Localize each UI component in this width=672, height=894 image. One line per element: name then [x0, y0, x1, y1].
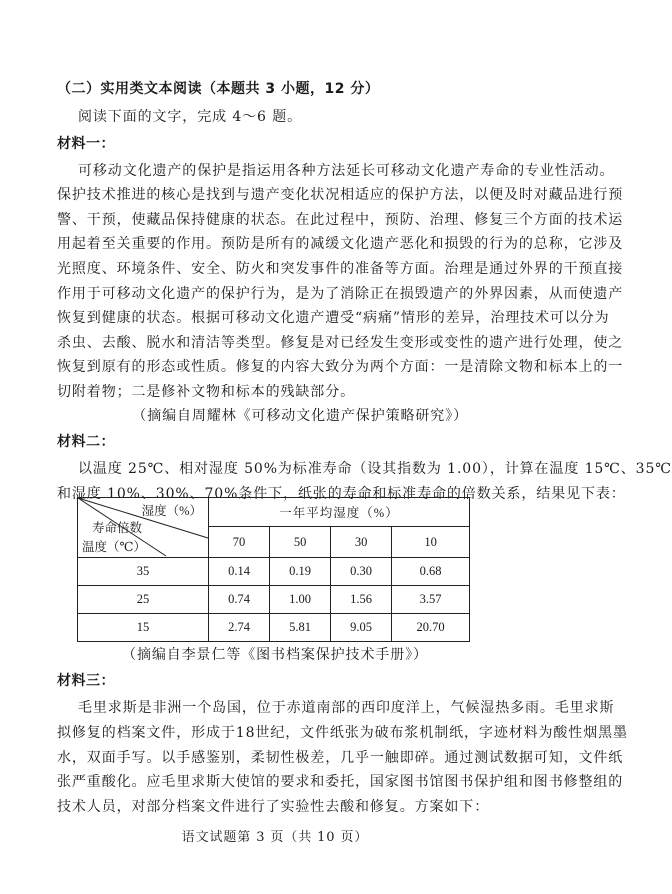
material1-line: 恢复到健康的状态。根据可移动文化遗产遭受“病痛”情形的差异，治理技术可以分为: [57, 310, 610, 326]
material2-line: 以温度 25℃、相对湿度 50%为标准寿命（设其指数为 1.00），计算在温度 15℃、35℃: [78, 461, 672, 477]
table-cell: 0.68: [392, 558, 470, 586]
row-temperature: 15: [78, 614, 209, 642]
column-header: 50: [270, 527, 331, 558]
page-footer: 语文试题第 3 页（共 10 页）: [181, 830, 369, 845]
row-temperature: 35: [78, 558, 209, 586]
material1-line: 保护技术推进的核心是找到与遗产变化状况相适应的保护方法，以便及时对藏品进行预: [57, 187, 624, 203]
table-diagonal-header: [78, 498, 209, 558]
material3-line: 技术人员，对部分档案文件进行了实验性去酸和修复。方案如下：: [57, 799, 490, 815]
material1-line: 可移动文化遗产的保护是指运用各种方法延长可移动文化遗产寿命的专业性活动。: [78, 163, 615, 179]
table-cell: 1.56: [331, 586, 392, 614]
table-cell: 2.74: [209, 614, 270, 642]
material1-line: 恢复到原有的形态或性质。修复的内容大致分为两个方面：一是清除文物和标本上的一: [57, 359, 624, 375]
table-cell: 0.19: [270, 558, 331, 586]
column-header: 10: [392, 527, 470, 558]
material1-line: 作用于可移动文化遗产的保护行为，是为了消除正在损毁遗产的外界因素，从而使遗产: [57, 286, 624, 302]
table-cell: 20.70: [392, 614, 470, 642]
table-cell: 0.30: [331, 558, 392, 586]
section-heading: （二）实用类文本阅读（本题共 3 小题，12 分）: [57, 81, 380, 97]
table-row: [78, 586, 470, 614]
table-row: [78, 614, 470, 642]
material1-line: 警、干预，使藏品保持健康的状态。在此过程中，预防、治理、修复三个方面的技术运: [57, 212, 624, 228]
material1-line: 切附着物；二是修补文物和标本的残缺部分。: [57, 384, 355, 400]
material3-line: 毛里求斯是非洲一个岛国，位于赤道南部的西印度洋上，气候湿热多雨。毛里求斯: [78, 700, 615, 716]
material3-line: 水，双面手写。以手感鉴别，柔韧性极差，几乎一触即碎。通过测试数据可知，文件纸: [57, 750, 624, 766]
material1-title: 材料一：: [57, 136, 115, 152]
humidity-group-header: 一年平均湿度（%）: [209, 498, 470, 527]
table-cell: 0.14: [209, 558, 270, 586]
table-row: [78, 558, 470, 586]
column-header: 70: [209, 527, 270, 558]
table-cell: 9.05: [331, 614, 392, 642]
material2-title: 材料二：: [57, 434, 115, 450]
material2-citation: （摘编自李景仁等《图书档案保护技术手册》）: [122, 647, 428, 663]
table-cell: 3.57: [392, 586, 470, 614]
diag-temperature-label: 温度（℃）: [82, 540, 146, 554]
material3-line: 张严重酸化。应毛里求斯大使馆的要求和委托，国家图书馆图书保护组和图书修整组的: [57, 774, 624, 790]
material1-line: 杀虫、去酸、脱水和清洁等类型。修复是对已经发生变形或变性的遗产进行处理，使之: [57, 335, 624, 351]
instruction-text: 阅读下面的文字，完成 4～6 题。: [78, 109, 303, 125]
paper-lifespan-table: [77, 497, 470, 642]
material3-line: 拟修复的档案文件，形成于18世纪，文件纸张为破布浆机制纸，字迹材料为酸性烟黑墨: [57, 725, 628, 741]
material1-citation: （摘编自周耀林《可移动文化遗产保护策略研究》）: [132, 408, 468, 424]
table-cell: 0.74: [209, 586, 270, 614]
diag-humidity-label: 湿度（%）: [141, 504, 202, 518]
column-header: 30: [331, 527, 392, 558]
material2-line: 和湿度 10%、30%、70%条件下，纸张的寿命和标准寿命的倍数关系，结果见下表：: [57, 486, 626, 502]
material1-line: 用起着至关重要的作用。预防是所有的减缓文化遗产恶化和损毁的行为的总称，它涉及: [57, 236, 624, 252]
material3-title: 材料三：: [57, 673, 115, 689]
material1-line: 光照度、环境条件、安全、防火和突发事件的准备等方面。治理是通过外界的干预直接: [57, 261, 624, 277]
table-cell: 1.00: [270, 586, 331, 614]
diag-lifespan-label: 寿命倍数: [92, 521, 143, 535]
row-temperature: 25: [78, 586, 209, 614]
table-cell: 5.81: [270, 614, 331, 642]
